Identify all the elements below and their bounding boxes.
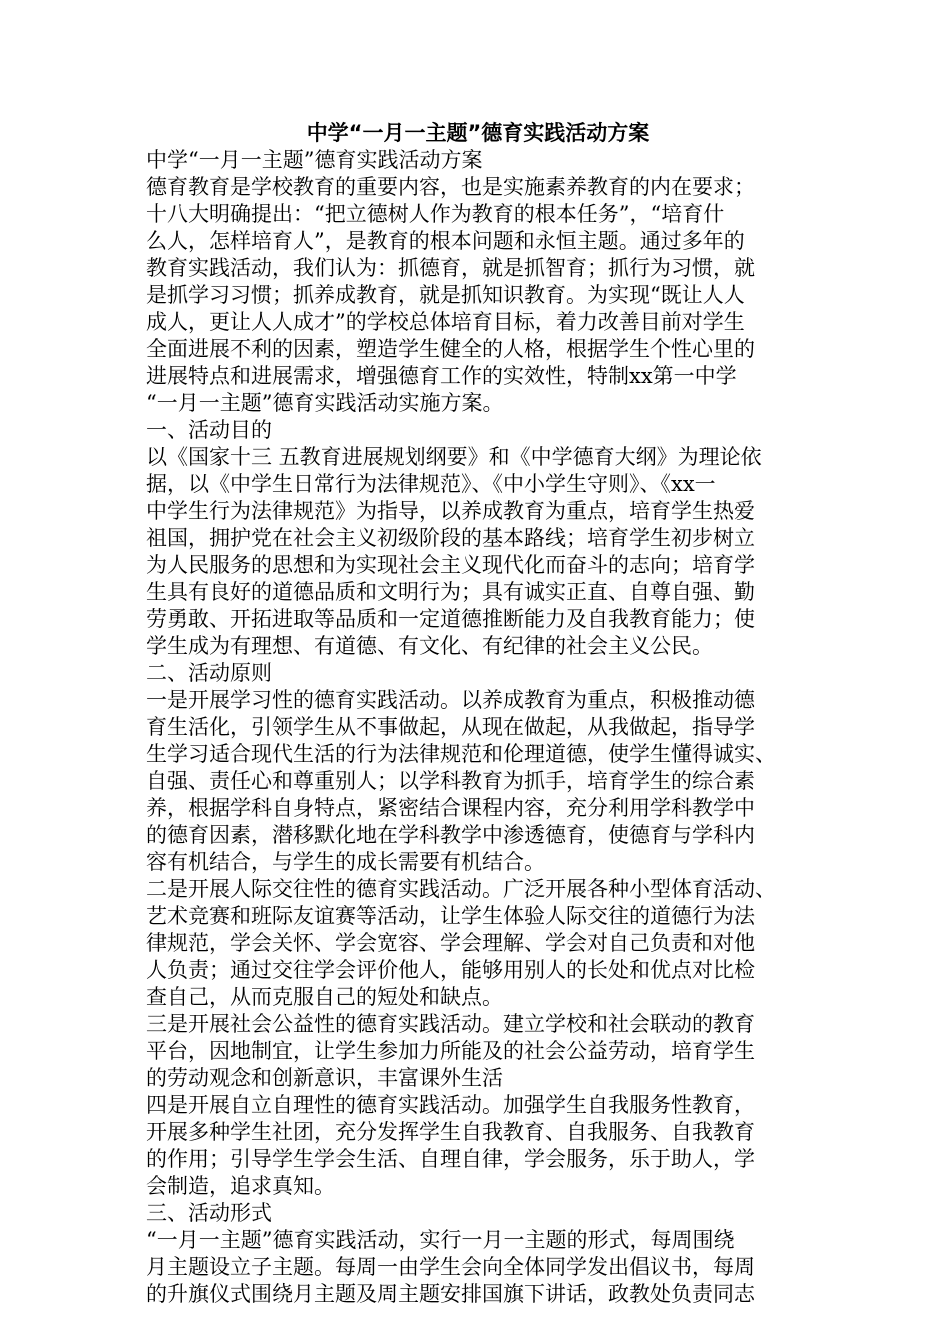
text-line: 艺术竞赛和班际友谊赛等活动，让学生体验人际交往的道德行为法: [146, 904, 755, 928]
text-line: 容有机结合，与学生的成长需要有机结合。: [146, 850, 545, 874]
text-line: 平台，因地制宜，让学生参加力所能及的社会公益劳动，培育学生: [146, 1039, 755, 1063]
text-line: 生具有良好的道德品质和文明行为；具有诚实正直、自尊自强、勤: [146, 580, 755, 604]
text-line: 成人，更让人人成才”的学校总体培育目标，着力改善目前对学生: [146, 310, 745, 334]
text-line: 育生活化，引领学生从不事做起，从现在做起，从我做起，指导学: [146, 715, 755, 739]
text-line: 为人民服务的思想和为实现社会主义现代化而奋斗的志向；培育学: [146, 553, 755, 577]
text-line: 么人，怎样培育人”，是教育的根本问题和永恒主题。通过多年的: [146, 229, 745, 253]
text-line: 二、活动原则: [146, 661, 272, 685]
text-line: “一月一主题”德育实践活动实施方案。: [146, 391, 504, 415]
text-line: 中学“一月一主题”德育实践活动方案: [146, 148, 483, 172]
text-line: 德育教育是学校教育的重要内容，也是实施素养教育的内在要求；: [146, 175, 755, 199]
text-line: 的德育因素，潜移默化地在学科教学中渗透德育，使德育与学科内: [146, 823, 755, 847]
text-line: 进展特点和进展需求，增强德育工作的实效性，特制xx第一中学: [146, 364, 737, 388]
text-line: 的劳动观念和创新意识，丰富课外生活: [146, 1066, 503, 1090]
text-line: 人负责；通过交往学会评价他人，能够用别人的长处和优点对比检: [146, 958, 755, 982]
text-line: 中学生行为法律规范》为指导，以养成教育为重点，培育学生热爱: [146, 499, 755, 523]
text-line: 自强、责任心和尊重别人；以学科教育为抓手，培育学生的综合素: [146, 769, 755, 793]
text-line: “一月一主题”德育实践活动，实行一月一主题的形式，每周围绕: [146, 1228, 735, 1252]
text-line: 三、活动形式: [146, 1201, 272, 1225]
text-line: 十八大明确提出：“把立德树人作为教育的根本任务”，“培育什: [146, 202, 725, 226]
text-line: 学生成为有理想、有道德、有文化、有纪律的社会主义公民。: [146, 634, 713, 658]
text-line: 三是开展社会公益性的德育实践活动。建立学校和社会联动的教育: [146, 1012, 755, 1036]
text-line: 教育实践活动，我们认为：抓德育，就是抓智育；抓行为习惯，就: [146, 256, 755, 280]
text-line: 据，以《中学生日常行为法律规范》、《中小学生守则》、《xx一: [146, 472, 716, 496]
document-title: 中学“一月一主题”德育实践活动方案: [306, 121, 650, 145]
text-line: 全面进展不利的因素，塑造学生健全的人格，根据学生个性心里的: [146, 337, 755, 361]
text-line: 劳勇敢、开拓进取等品质和一定道德推断能力及自我教育能力；使: [146, 607, 755, 631]
text-line: 月主题设立子主题。每周一由学生会向全体同学发出倡议书，每周: [146, 1255, 755, 1279]
text-line: 四是开展自立自理性的德育实践活动。加强学生自我服务性教育，: [146, 1093, 755, 1117]
text-line: 以《国家十三 五教育进展规划纲要》和《中学德育大纲》为理论依: [146, 445, 762, 469]
text-line: 会制造，追求真知。: [146, 1174, 335, 1198]
text-line: 生学习适合现代生活的行为法律规范和伦理道德，使学生懂得诚实、: [146, 742, 776, 766]
text-line: 开展多种学生社团，充分发挥学生自我教育、自我服务、自我教育: [146, 1120, 755, 1144]
text-line: 养，根据学科自身特点，紧密结合课程内容，充分利用学科教学中: [146, 796, 755, 820]
text-line: 是抓学习习惯；抓养成教育，就是抓知识教育。为实现“既让人人: [146, 283, 745, 307]
document-body: [146, 147, 810, 1308]
text-line: 查自己，从而克服自己的短处和缺点。: [146, 985, 503, 1009]
text-line: 一、活动目的: [146, 418, 272, 442]
text-line: 的作用；引导学生学会生活、自理自律，学会服务，乐于助人，学: [146, 1147, 755, 1171]
document-content: [146, 120, 810, 1308]
text-line: 一是开展学习性的德育实践活动。以养成教育为重点，积极推动德: [146, 688, 755, 712]
text-line: 祖国，拥护党在社会主义初级阶段的基本路线；培育学生初步树立: [146, 526, 755, 550]
text-line: 的升旗仪式围绕月主题及周主题安排国旗下讲话，政教处负责同志: [146, 1282, 755, 1306]
text-line: 律规范，学会关怀、学会宽容、学会理解、学会对自己负责和对他: [146, 931, 755, 955]
text-line: 二是开展人际交往性的德育实践活动。广泛开展各种小型体育活动、: [146, 877, 776, 901]
